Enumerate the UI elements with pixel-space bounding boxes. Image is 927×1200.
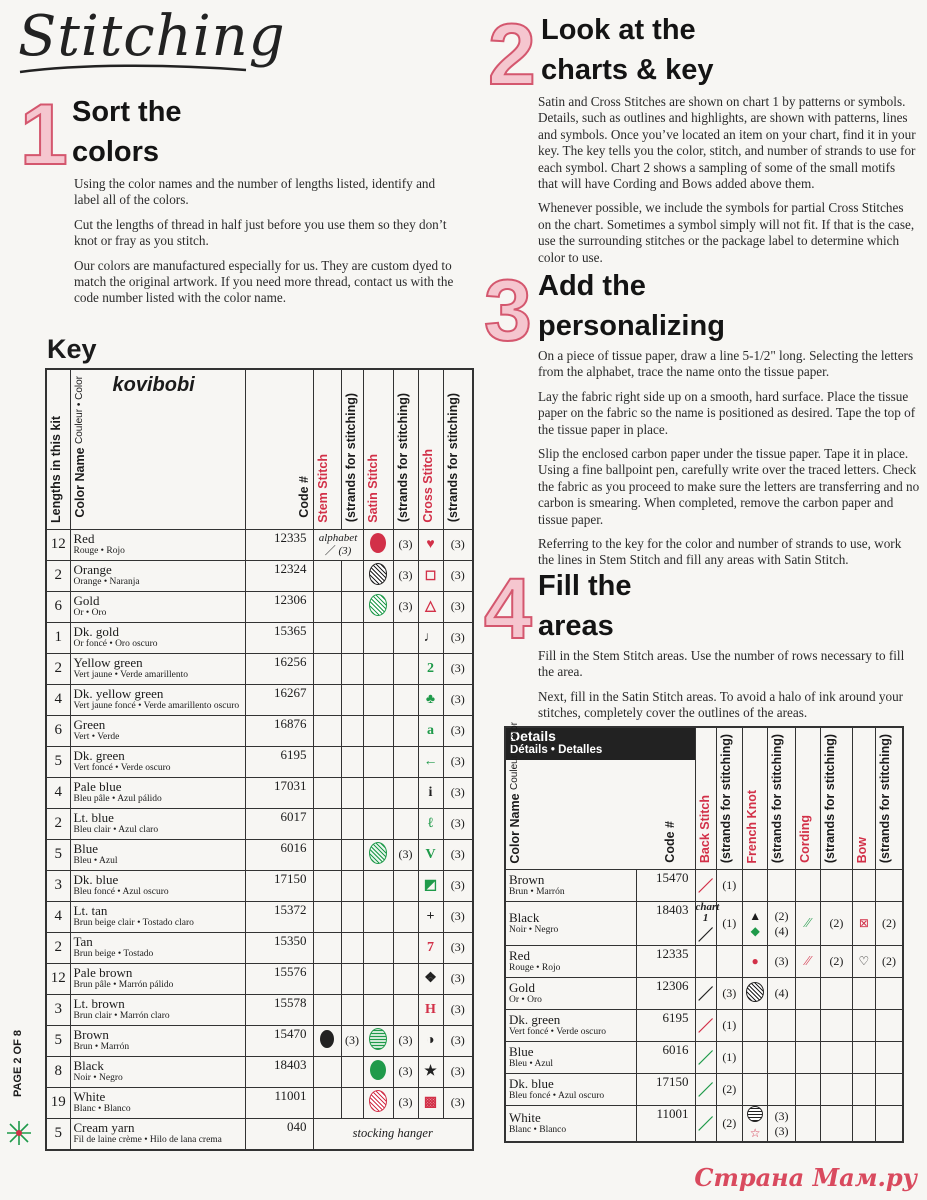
page-title: Stitching [18, 4, 286, 69]
details-header [505, 721, 695, 870]
lengths-cell: 6 [46, 591, 70, 622]
cross-symbol-icon: V [418, 839, 443, 870]
details-color-name: White Blanc • Blanco [505, 1106, 637, 1143]
cross-symbol-icon: ← [418, 746, 443, 777]
code-cell: 11001 [245, 1087, 313, 1118]
lengths-cell: 4 [46, 777, 70, 808]
details-title: Details [510, 728, 556, 744]
lengths-cell: 12 [46, 529, 70, 560]
code-cell: 6195 [245, 746, 313, 777]
back-stitch-line-icon: ／ [695, 1074, 716, 1106]
code-cell: 15365 [245, 622, 313, 653]
header-bow: Bow [852, 727, 875, 870]
key-table [45, 368, 474, 1151]
key-row: 12 Pale brown Brun pâle • Marrón pálido 15576 ❖ (3) [46, 963, 473, 994]
key-row: 5 Dk. green Vert foncé • Verde oscuro 6195 ← (3) [46, 746, 473, 777]
cross-symbol-icon: ❖ [418, 963, 443, 994]
stem-line-icon: ／ [324, 544, 336, 557]
chart1-label: chart 1 [695, 901, 720, 925]
details-row: Dk. blue Bleu foncé • Azul oscuro 17150 ／ (2) [505, 1074, 903, 1106]
header-bow-strands: (strands for stitching) [875, 727, 903, 870]
lengths-cell: 5 [46, 1025, 70, 1056]
back-stitch-line-icon: ／ [695, 978, 716, 1010]
color-name-cell: Dk. green Vert foncé • Verde oscuro [70, 746, 245, 777]
lengths-cell: 2 [46, 560, 70, 591]
header-french-knot: French Knot [743, 727, 768, 870]
cross-symbol-icon: ℓ [418, 808, 443, 839]
page-label: PAGE 2 OF 8 [12, 1030, 24, 1098]
code-cell: 17031 [245, 777, 313, 808]
details-row: Blue Bleu • Azul 6016 ／ (1) [505, 1042, 903, 1074]
details-header-code: Code # [662, 821, 677, 864]
header-french-strands: (strands for stitching) [768, 727, 795, 870]
details-subtitle: Détails • Detalles [510, 744, 603, 756]
details-row: Red Rouge • Rojo 12335 ● (3) ⁄⁄ (2) ♡ (2) [505, 946, 903, 978]
header-cording-strands: (strands for stitching) [821, 727, 853, 870]
key-row: 3 Dk. blue Bleu foncé • Azul oscuro 17150 ◩ (3) [46, 870, 473, 901]
lengths-cell: 6 [46, 715, 70, 746]
alphabet-label: alphabet [318, 531, 358, 544]
details-color-name: Dk. blue Bleu foncé • Azul oscuro [505, 1074, 637, 1106]
lengths-cell: 12 [46, 963, 70, 994]
step-number-3: 3 [484, 263, 532, 359]
section-1-text: Using the color names and the number of lengths listed, identify and label all of the colors. Cut the lengths of thread in half just before you use them so they don’t knot or fray as you stitch. Our colors are manufactured especially for us. They are custom dyed to match the original artwork. If you need more thread, contact us with the code number listed with the color name. [74, 176, 454, 306]
color-name-cell: Cream yarn Fil de laine crème • Hilo de lana crema [70, 1118, 245, 1150]
code-cell: 040 [245, 1118, 313, 1150]
cross-symbol-icon: ◻ [418, 560, 443, 591]
code-cell: 12306 [245, 591, 313, 622]
bow-icon: ⊠ [852, 902, 875, 946]
lengths-cell: 19 [46, 1087, 70, 1118]
key-row: 5 Blue Bleu • Azul 6016 (3) V (3) [46, 839, 473, 870]
key-row: 6 Gold Or • Oro 12306 (3) △ (3) [46, 591, 473, 622]
cross-symbol-icon: 2 [418, 653, 443, 684]
color-name-cell: Orange Orange • Naranja [70, 560, 245, 591]
lengths-cell: 1 [46, 622, 70, 653]
satin-pattern-icon [369, 563, 387, 585]
color-name-cell: Lt. blue Bleu clair • Azul claro [70, 808, 245, 839]
key-row: 4 Lt. tan Brun beige clair • Tostado claro 15372 + (3) [46, 901, 473, 932]
cross-symbol-icon: 7 [418, 932, 443, 963]
code-cell: 16876 [245, 715, 313, 746]
color-name-cell: Green Vert • Verde [70, 715, 245, 746]
lengths-cell: 3 [46, 994, 70, 1025]
satin-pattern-icon [370, 1060, 386, 1080]
code-cell: 15470 [245, 1025, 313, 1056]
french-knot-icon: ● [743, 946, 768, 978]
step-number-1: 1 [20, 87, 68, 183]
color-name-cell: Lt. tan Brun beige clair • Tostado claro [70, 901, 245, 932]
header-satin-strands: (strands for stitching) [393, 369, 418, 529]
details-header-color: Color Name Couleur • Color [508, 721, 522, 864]
details-code: 12335 [637, 946, 695, 978]
header-cording: Cording [795, 727, 820, 870]
details-row: Brown Brun • Marrón 15470 ／ (1) [505, 870, 903, 902]
cross-symbol-icon: ♥ [418, 529, 443, 560]
color-name-cell: Tan Brun beige • Tostado [70, 932, 245, 963]
overlay-text: kovibobi [112, 374, 195, 396]
code-cell: 6017 [245, 808, 313, 839]
details-row: Black Noir • Negro 18403 chart 1 ／ (1) ▲ ◆ (2) (4) ⁄⁄ (2) ⊠ (2) [505, 902, 903, 946]
header-stem-stitch: Stem Stitch [313, 369, 341, 529]
color-name-cell: White Blanc • Blanco [70, 1087, 245, 1118]
details-color-name: Dk. green Vert foncé • Verde oscuro [505, 1010, 637, 1042]
lengths-cell: 5 [46, 839, 70, 870]
code-cell: 16267 [245, 684, 313, 715]
key-row: 2 Yellow green Vert jaune • Verde amarillento 16256 2 (3) [46, 653, 473, 684]
color-name-cell: Dk. gold Or foncé • Oro oscuro [70, 622, 245, 653]
details-code: 6195 [637, 1010, 695, 1042]
key-row: 19 White Blanc • Blanco 11001 (3) ▩ (3) [46, 1087, 473, 1118]
cross-symbol-icon: ★ [418, 1056, 443, 1087]
code-cell: 15578 [245, 994, 313, 1025]
details-row: Gold Or • Oro 12306 ／ (3) (4) [505, 978, 903, 1010]
key-row: 2 Lt. blue Bleu clair • Azul claro 6017 ℓ (3) [46, 808, 473, 839]
lengths-cell: 4 [46, 684, 70, 715]
details-color-name: Blue Bleu • Azul [505, 1042, 637, 1074]
lengths-cell: 3 [46, 870, 70, 901]
details-code: 6016 [637, 1042, 695, 1074]
cross-symbol-icon: ♩ [418, 622, 443, 653]
key-row: 2 Orange Orange • Naranja 12324 (3) ◻ (3) [46, 560, 473, 591]
star-ornament-icon [6, 1120, 32, 1146]
code-cell: 16256 [245, 653, 313, 684]
satin-pattern-icon [370, 533, 386, 553]
code-cell: 12335 [245, 529, 313, 560]
section-2-text: Satin and Cross Stitches are shown on chart 1 by patterns or symbols. Details, such as outlines and highlights, are shown with patterns, lines and symbols. Once you’ve located an item on your chart, find it in your key. The key tells you the color, stitch, and number of strands to use for each symbol. Chart 2 shows a sampling of some of the small motifs that will have Cording and Bows added above them. Whenever possible, we include the symbols for partial Cross Stitches on the chart. Sometimes a symbol simply will not fit. If that is the case, use the surrounding stitches or the package label to determine which color to use. [538, 94, 916, 265]
cross-symbol-icon: ◑ [418, 1025, 443, 1056]
cross-symbol-icon: ▩ [418, 1087, 443, 1118]
header-stem-strands: (strands for stitching) [341, 369, 363, 529]
details-color-name: Black Noir • Negro [505, 902, 637, 946]
color-name-cell: Pale brown Brun pâle • Marrón pálido [70, 963, 245, 994]
details-code: 18403 [637, 902, 695, 946]
header-cross-stitch: Cross Stitch [418, 369, 443, 529]
header-lengths: Lengths in this kit [46, 369, 70, 529]
color-name-cell: Gold Or • Oro [70, 591, 245, 622]
step-number-4: 4 [484, 561, 532, 657]
section-3-text: On a piece of tissue paper, draw a line 5-1/2" long. Selecting the letters from the alphabet, trace the name onto the tissue paper. Lay the fabric right side up on a smooth, hard surface. Place the tissue paper on the fabric so the name is positioned as desired. Tape the top of the tissue paper in place. Slip the enclosed carbon paper under the tissue paper. Tape it in place. Using a fine ballpoint pen, carefully write over the traced letters. Check the fabric as you proceed to make sure the letters are transferring and no carbon is smearing. When completed, remove the carbon paper and tissue paper. Referring to the key for the color and number of strands to use, work the lines in Stem Stitch and fill any areas with Satin Stitch. [538, 348, 920, 568]
satin-pattern-icon [369, 1090, 387, 1112]
cross-symbol-icon: H [418, 994, 443, 1025]
satin-pattern-icon [369, 1028, 387, 1050]
details-color-name: Brown Brun • Marrón [505, 870, 637, 902]
lengths-cell: 2 [46, 653, 70, 684]
section-2-title: Look at the charts & key [541, 14, 714, 86]
cross-symbol-icon: + [418, 901, 443, 932]
cross-symbol-icon: a [418, 715, 443, 746]
color-name-cell: Blue Bleu • Azul [70, 839, 245, 870]
back-stitch-line-icon: ／ [695, 1042, 716, 1074]
details-code: 12306 [637, 978, 695, 1010]
details-code: 17150 [637, 1074, 695, 1106]
code-cell: 15576 [245, 963, 313, 994]
back-stitch-line-icon: ／ [695, 1106, 716, 1143]
key-row [46, 1118, 473, 1150]
section-4-title: Fill the areas [538, 570, 632, 642]
details-row: White Blanc • Blanco 11001 ／ (2) ☆ (3) (3) [505, 1106, 903, 1143]
lengths-cell: 5 [46, 1118, 70, 1150]
step-number-2: 2 [488, 7, 536, 103]
details-row: Dk. green Vert foncé • Verde oscuro 6195 ／ (1) [505, 1010, 903, 1042]
stocking-hanger-note: stocking hanger [313, 1118, 473, 1150]
lengths-cell: 2 [46, 808, 70, 839]
lengths-cell: 2 [46, 932, 70, 963]
key-row: 4 Pale blue Bleu pâle • Azul pálido 17031 i (3) [46, 777, 473, 808]
color-name-cell: Dk. blue Bleu foncé • Azul oscuro [70, 870, 245, 901]
watermark: Страна Мам.ру [694, 1163, 917, 1192]
back-stitch-line-icon: ／ [695, 870, 716, 902]
cording-icon: ⁄⁄ [795, 902, 820, 946]
code-cell: 12324 [245, 560, 313, 591]
satin-pattern-icon [369, 842, 387, 864]
color-name-cell: Lt. brown Brun clair • Marrón claro [70, 994, 245, 1025]
cross-symbol-icon: i [418, 777, 443, 808]
header-back-strands: (strands for stitching) [716, 727, 742, 870]
french-knot-icon: ☆ [743, 1106, 768, 1143]
back-stitch-line-icon: chart 1 ／ [695, 901, 720, 945]
section-3-title: Add the personalizing [538, 270, 725, 342]
code-cell: 17150 [245, 870, 313, 901]
details-table [504, 721, 904, 1143]
color-name-cell: Dk. yellow green Vert jaune foncé • Verde amarillento oscuro [70, 684, 245, 715]
details-color-name: Red Rouge • Rojo [505, 946, 637, 978]
french-knot-pattern-icon [743, 978, 768, 1010]
lengths-cell: 4 [46, 901, 70, 932]
color-name-cell: Pale blue Bleu pâle • Azul pálido [70, 777, 245, 808]
french-knot-icon: ▲ ◆ [743, 902, 768, 946]
key-row: 8 Black Noir • Negro 18403 (3) ★ (3) [46, 1056, 473, 1087]
cording-icon: ⁄⁄ [795, 946, 820, 978]
key-row: 5 Brown Brun • Marrón 15470 (3) (3) ◑ (3) [46, 1025, 473, 1056]
key-title: Key [47, 334, 97, 364]
cross-symbol-icon: ♣ [418, 684, 443, 715]
key-row: 6 Green Vert • Verde 16876 a (3) [46, 715, 473, 746]
cross-symbol-icon: ◩ [418, 870, 443, 901]
details-code: 11001 [637, 1106, 695, 1143]
cross-symbol-icon: △ [418, 591, 443, 622]
lengths-cell: 8 [46, 1056, 70, 1087]
color-name-cell: Black Noir • Negro [70, 1056, 245, 1087]
header-color-name: kovibobi Color Name Couleur • Color [70, 369, 245, 529]
color-name-cell: Yellow green Vert jaune • Verde amarillento [70, 653, 245, 684]
header-back-stitch: Back Stitch [695, 727, 716, 870]
key-row: 2 Tan Brun beige • Tostado 15350 7 (3) [46, 932, 473, 963]
key-row: 4 Dk. yellow green Vert jaune foncé • Verde amarillento oscuro 16267 ♣ (3) [46, 684, 473, 715]
header-code: Code # [245, 369, 313, 529]
key-row: 1 Dk. gold Or foncé • Oro oscuro 15365 ♩ (3) [46, 622, 473, 653]
bow-icon: ♡ [852, 946, 875, 978]
header-cross-strands: (strands for stitching) [443, 369, 473, 529]
section-1-title: Sort the colors [72, 96, 182, 168]
satin-pattern-icon [369, 594, 387, 616]
back-stitch-line-icon: ／ [695, 1010, 716, 1042]
code-cell: 15350 [245, 932, 313, 963]
color-name-cell: Brown Brun • Marrón [70, 1025, 245, 1056]
section-4-text: Fill in the Stem Stitch areas. Use the number of rows necessary to fill the area. Next, fill in the Satin Stitch areas. To avoid a halo of ink around your stitches, completely cover the outlines of the areas. [538, 648, 905, 721]
details-color-name: Gold Or • Oro [505, 978, 637, 1010]
lengths-cell: 5 [46, 746, 70, 777]
code-cell: 6016 [245, 839, 313, 870]
details-code: 15470 [637, 870, 695, 902]
key-row: 12 Red Rouge • Rojo 12335 alphabet ／ (3) (3) ♥ (3) [46, 529, 473, 560]
code-cell: 18403 [245, 1056, 313, 1087]
key-row: 3 Lt. brown Brun clair • Marrón claro 15578 H (3) [46, 994, 473, 1025]
stem-oval-icon [320, 1030, 334, 1048]
color-name-cell: Red Rouge • Rojo [70, 529, 245, 560]
code-cell: 15372 [245, 901, 313, 932]
header-satin-stitch: Satin Stitch [363, 369, 393, 529]
